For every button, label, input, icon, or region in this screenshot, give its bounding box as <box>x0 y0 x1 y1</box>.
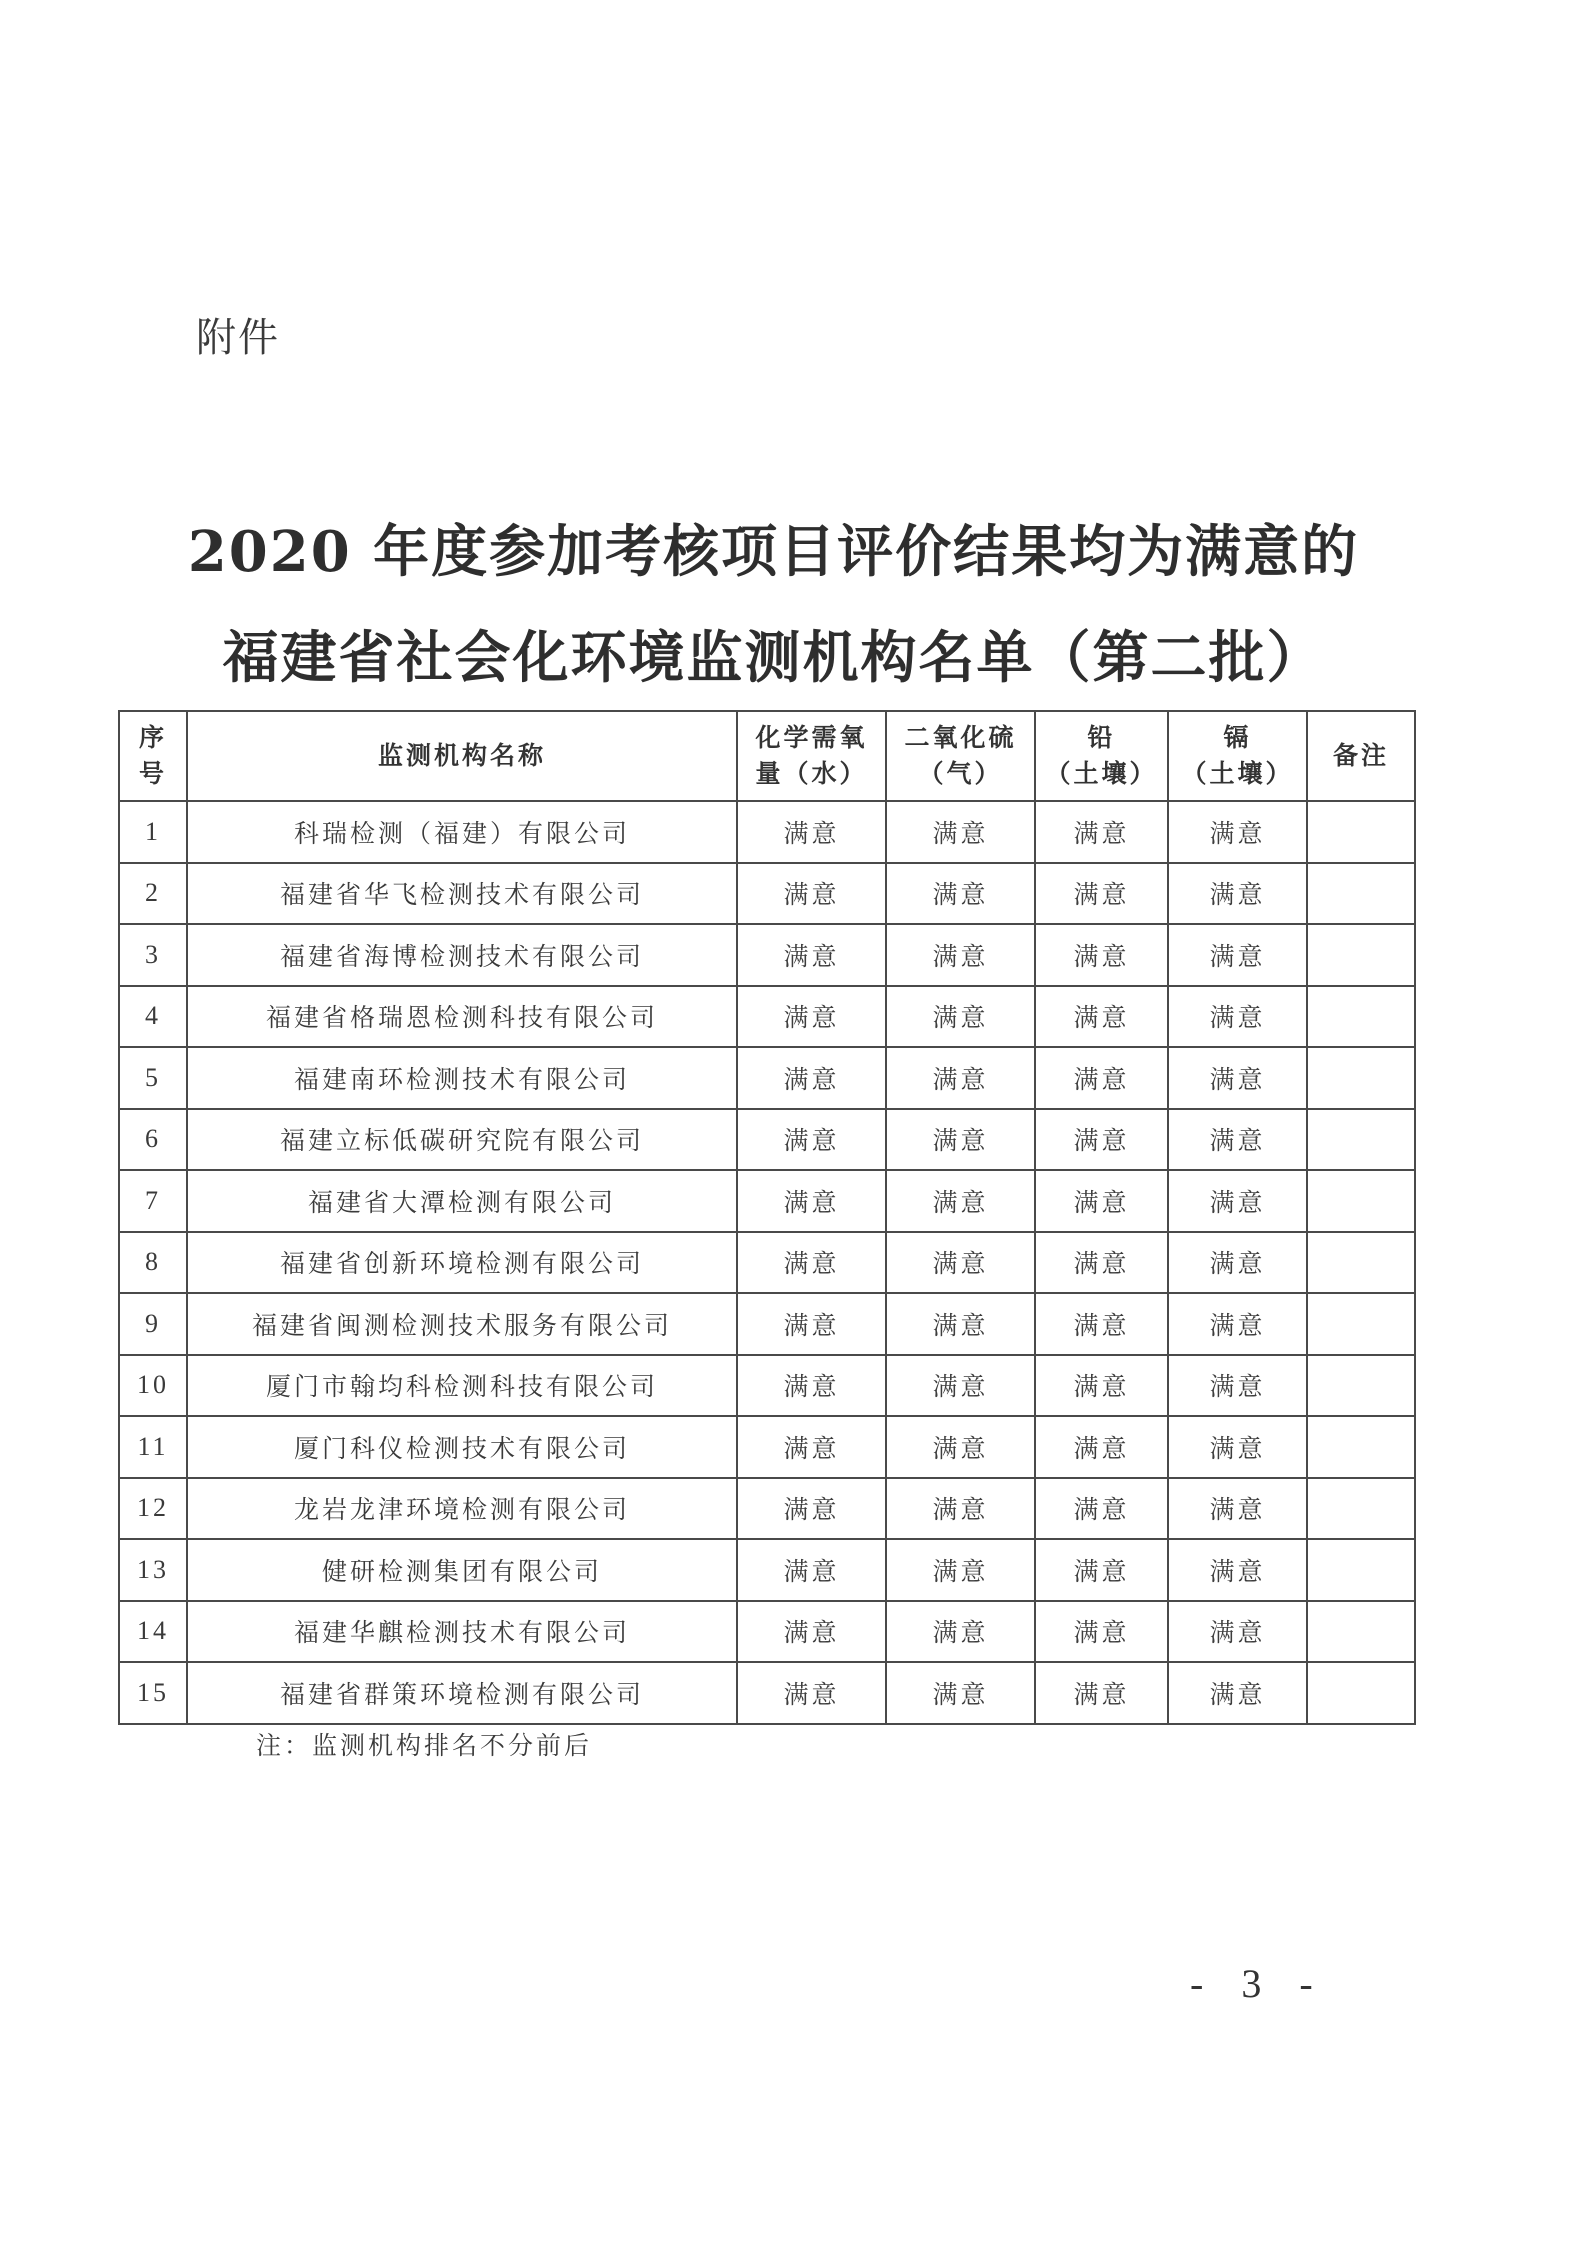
result-cd: 满意 <box>1168 1293 1307 1355</box>
note-cell <box>1307 863 1415 925</box>
result-so2: 满意 <box>886 801 1035 863</box>
table-row <box>119 1662 1415 1724</box>
result-so2: 满意 <box>886 1416 1035 1478</box>
row-number: 11 <box>119 1416 187 1478</box>
page-number: - 3 - <box>1190 1961 1327 2006</box>
result-so2: 满意 <box>886 1047 1035 1109</box>
institution-name: 福建省群策环境检测有限公司 <box>187 1662 737 1724</box>
result-pb: 满意 <box>1035 801 1168 863</box>
result-pb: 满意 <box>1035 1601 1168 1663</box>
table-header-row <box>119 711 1415 801</box>
institution-name: 福建省格瑞恩检测科技有限公司 <box>187 986 737 1048</box>
result-so2: 满意 <box>886 1355 1035 1417</box>
table-row <box>119 1478 1415 1540</box>
note-cell <box>1307 924 1415 986</box>
table-row <box>119 1047 1415 1109</box>
note-cell <box>1307 1478 1415 1540</box>
row-number: 8 <box>119 1232 187 1294</box>
result-pb: 满意 <box>1035 924 1168 986</box>
note-cell <box>1307 1047 1415 1109</box>
result-cd: 满意 <box>1168 801 1307 863</box>
result-cd: 满意 <box>1168 924 1307 986</box>
result-so2: 满意 <box>886 1601 1035 1663</box>
result-cod: 满意 <box>737 1539 886 1601</box>
result-pb: 满意 <box>1035 986 1168 1048</box>
note-cell <box>1307 1170 1415 1232</box>
row-number: 4 <box>119 986 187 1048</box>
institution-name: 福建省海博检测技术有限公司 <box>187 924 737 986</box>
header-pb-line1: 铅 <box>1087 723 1116 752</box>
result-so2: 满意 <box>886 1539 1035 1601</box>
institution-name: 福建省闽测检测技术服务有限公司 <box>187 1293 737 1355</box>
result-so2: 满意 <box>886 986 1035 1048</box>
result-cod: 满意 <box>737 924 886 986</box>
result-cod: 满意 <box>737 1355 886 1417</box>
header-pb <box>1035 711 1168 801</box>
note-cell <box>1307 1355 1415 1417</box>
result-cd: 满意 <box>1168 1232 1307 1294</box>
result-so2: 满意 <box>886 1662 1035 1724</box>
institution-name: 福建省大潭检测有限公司 <box>187 1170 737 1232</box>
result-cd: 满意 <box>1168 986 1307 1048</box>
institution-name: 龙岩龙津环境检测有限公司 <box>187 1478 737 1540</box>
row-number: 5 <box>119 1047 187 1109</box>
result-pb: 满意 <box>1035 1539 1168 1601</box>
header-no-line2: 号 <box>138 759 167 788</box>
header-so2-line1: 二氧化硫 <box>904 723 1017 752</box>
result-cd: 满意 <box>1168 1478 1307 1540</box>
header-no-line1: 序 <box>138 723 167 752</box>
result-cod: 满意 <box>737 801 886 863</box>
row-number: 3 <box>119 924 187 986</box>
institution-name: 厦门市翰均科检测科技有限公司 <box>187 1355 737 1417</box>
row-number: 12 <box>119 1478 187 1540</box>
note-cell <box>1307 1539 1415 1601</box>
result-cod: 满意 <box>737 1293 886 1355</box>
footnote: 注：监测机构排名不分前后 <box>256 1731 593 1760</box>
result-cd: 满意 <box>1168 1662 1307 1724</box>
table-row <box>119 1416 1415 1478</box>
result-so2: 满意 <box>886 1293 1035 1355</box>
row-number: 1 <box>119 801 187 863</box>
institution-name: 福建南环检测技术有限公司 <box>187 1047 737 1109</box>
header-cod-line1: 化学需氧 <box>755 723 868 752</box>
row-number: 6 <box>119 1109 187 1171</box>
result-cod: 满意 <box>737 1047 886 1109</box>
result-pb: 满意 <box>1035 1355 1168 1417</box>
header-cod-line2: 量（水） <box>755 759 868 788</box>
table-row <box>119 986 1415 1048</box>
table-row <box>119 1539 1415 1601</box>
result-cd: 满意 <box>1168 1416 1307 1478</box>
result-pb: 满意 <box>1035 1416 1168 1478</box>
result-pb: 满意 <box>1035 1047 1168 1109</box>
header-no <box>119 711 187 801</box>
table-row <box>119 1232 1415 1294</box>
institution-name: 科瑞检测（福建）有限公司 <box>187 801 737 863</box>
row-number: 15 <box>119 1662 187 1724</box>
result-pb: 满意 <box>1035 1478 1168 1540</box>
row-number: 2 <box>119 863 187 925</box>
note-cell <box>1307 1232 1415 1294</box>
note-cell <box>1307 1416 1415 1478</box>
row-number: 13 <box>119 1539 187 1601</box>
note-cell <box>1307 1662 1415 1724</box>
row-number: 14 <box>119 1601 187 1663</box>
result-pb: 满意 <box>1035 1662 1168 1724</box>
result-cod: 满意 <box>737 1478 886 1540</box>
result-so2: 满意 <box>886 863 1035 925</box>
table-row <box>119 1293 1415 1355</box>
result-cod: 满意 <box>737 1232 886 1294</box>
result-cd: 满意 <box>1168 1047 1307 1109</box>
page-title-line-1: 2020 年度参加考核项目评价结果均为满意的 <box>187 519 1360 585</box>
note-cell <box>1307 801 1415 863</box>
result-cd: 满意 <box>1168 1170 1307 1232</box>
header-cd-line1: 镉 <box>1223 723 1252 752</box>
result-pb: 满意 <box>1035 1232 1168 1294</box>
result-cd: 满意 <box>1168 1601 1307 1663</box>
result-cd: 满意 <box>1168 1539 1307 1601</box>
header-so2-line2: （气） <box>918 759 1003 788</box>
page-title-line-2: 福建省社会化环境监测机构名单（第二批） <box>222 625 1325 691</box>
institution-name: 福建立标低碳研究院有限公司 <box>187 1109 737 1171</box>
result-cd: 满意 <box>1168 1109 1307 1171</box>
result-cod: 满意 <box>737 863 886 925</box>
institution-table <box>118 710 1416 1725</box>
institution-name: 厦门科仪检测技术有限公司 <box>187 1416 737 1478</box>
table-row <box>119 1601 1415 1663</box>
result-pb: 满意 <box>1035 1293 1168 1355</box>
table-row <box>119 1355 1415 1417</box>
institution-name: 福建省华飞检测技术有限公司 <box>187 863 737 925</box>
note-cell <box>1307 1109 1415 1171</box>
header-cod <box>737 711 886 801</box>
result-cod: 满意 <box>737 1170 886 1232</box>
result-cod: 满意 <box>737 1109 886 1171</box>
table-row <box>119 801 1415 863</box>
result-so2: 满意 <box>886 1170 1035 1232</box>
result-so2: 满意 <box>886 1232 1035 1294</box>
header-pb-line2: （土壤） <box>1045 759 1158 788</box>
table-row <box>119 924 1415 986</box>
note-cell <box>1307 1293 1415 1355</box>
row-number: 7 <box>119 1170 187 1232</box>
table-row <box>119 863 1415 925</box>
table-row <box>119 1170 1415 1232</box>
result-cd: 满意 <box>1168 863 1307 925</box>
header-name: 监测机构名称 <box>187 711 737 801</box>
result-pb: 满意 <box>1035 1109 1168 1171</box>
note-cell <box>1307 986 1415 1048</box>
institution-name: 福建省创新环境检测有限公司 <box>187 1232 737 1294</box>
header-note: 备注 <box>1307 711 1415 801</box>
header-so2 <box>886 711 1035 801</box>
header-cd-line2: （土壤） <box>1181 759 1294 788</box>
note-cell <box>1307 1601 1415 1663</box>
attachment-label: 附件 <box>196 315 280 361</box>
result-so2: 满意 <box>886 924 1035 986</box>
row-number: 10 <box>119 1355 187 1417</box>
table-row <box>119 1109 1415 1171</box>
result-cod: 满意 <box>737 986 886 1048</box>
result-cod: 满意 <box>737 1416 886 1478</box>
result-pb: 满意 <box>1035 863 1168 925</box>
institution-name: 健研检测集团有限公司 <box>187 1539 737 1601</box>
table-body <box>119 801 1415 1724</box>
row-number: 9 <box>119 1293 187 1355</box>
header-cd <box>1168 711 1307 801</box>
institution-name: 福建华麒检测技术有限公司 <box>187 1601 737 1663</box>
result-cd: 满意 <box>1168 1355 1307 1417</box>
result-cod: 满意 <box>737 1601 886 1663</box>
result-so2: 满意 <box>886 1478 1035 1540</box>
result-pb: 满意 <box>1035 1170 1168 1232</box>
result-so2: 满意 <box>886 1109 1035 1171</box>
result-cod: 满意 <box>737 1662 886 1724</box>
